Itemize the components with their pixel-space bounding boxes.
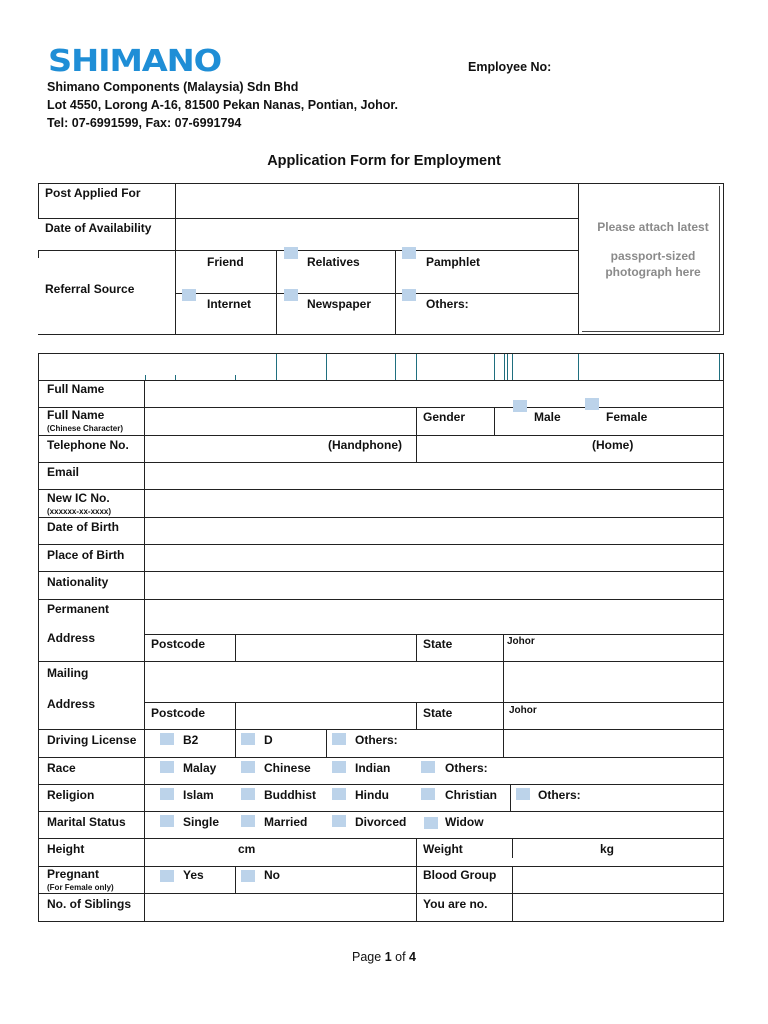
marital-single-label: Single	[183, 815, 220, 829]
referral-others-label: Others:	[426, 297, 469, 311]
marital-married-label: Married	[264, 815, 308, 829]
marital-divorced-label: Divorced	[355, 815, 407, 829]
pregnant-label: Pregnant	[47, 867, 100, 881]
state-value: Johor	[507, 636, 535, 647]
license-others-label: Others:	[355, 733, 398, 747]
full-name-label: Full Name	[47, 382, 105, 396]
permanent-label: Permanent	[47, 602, 110, 616]
race-others-label: Others:	[445, 761, 488, 775]
religion-hindu-checkbox[interactable]	[332, 788, 346, 800]
state-label: State	[423, 637, 453, 651]
religion-label: Religion	[47, 788, 95, 802]
religion-hindu-label: Hindu	[355, 788, 389, 802]
race-malay-checkbox[interactable]	[160, 761, 174, 773]
height-unit: cm	[238, 842, 256, 856]
employee-no-label: Employee No:	[468, 60, 552, 74]
license-d-checkbox[interactable]	[241, 733, 255, 745]
pregnant-no-label: No	[264, 868, 280, 882]
form-title: Application Form for Employment	[267, 153, 501, 169]
company-contact: Tel: 07-6991599, Fax: 07-6991794	[47, 116, 242, 130]
pregnant-no-checkbox[interactable]	[241, 870, 255, 882]
driving-license-label: Driving License	[47, 733, 137, 747]
license-d-label: D	[264, 733, 273, 747]
marital-divorced-checkbox[interactable]	[332, 815, 346, 827]
shimano-logo: SHIMANO	[48, 44, 222, 79]
mailing-postcode-label: Postcode	[151, 706, 206, 720]
marital-widow-checkbox[interactable]	[424, 817, 438, 829]
referral-others-checkbox[interactable]	[402, 289, 416, 301]
email-input[interactable]	[146, 464, 722, 488]
mailing-address-label: Address	[47, 697, 96, 711]
religion-islam-label: Islam	[183, 788, 214, 802]
religion-buddhist-checkbox[interactable]	[241, 788, 255, 800]
blood-group-label: Blood Group	[423, 868, 497, 882]
referral-pamphlet-label: Pamphlet	[426, 255, 481, 269]
nationality-input[interactable]	[146, 573, 722, 597]
mailing-address-input[interactable]	[146, 663, 502, 701]
gender-label: Gender	[423, 410, 466, 424]
race-chinese-checkbox[interactable]	[241, 761, 255, 773]
ic-format-note: (xxxxxx-xx-xxxx)	[47, 507, 112, 516]
dob-input[interactable]	[146, 519, 722, 543]
referral-pamphlet-checkbox[interactable]	[402, 247, 416, 259]
new-ic-input[interactable]	[146, 491, 722, 515]
referral-relatives-checkbox[interactable]	[284, 247, 298, 259]
full-name-cn-label: Full Name	[47, 408, 105, 422]
pregnant-yes-label: Yes	[183, 868, 204, 882]
weight-unit: kg	[600, 842, 615, 856]
pob-label: Place of Birth	[47, 548, 125, 562]
gender-male-label: Male	[534, 410, 561, 424]
race-indian-label: Indian	[355, 761, 391, 775]
company-address: Lot 4550, Lorong A-16, 81500 Pekan Nanas, Pontian, Johor.	[47, 98, 399, 112]
handphone-label: (Handphone)	[328, 438, 402, 452]
pob-input[interactable]	[146, 546, 722, 570]
date-availability-input[interactable]	[178, 221, 576, 248]
license-b2-label: B2	[183, 733, 199, 747]
religion-others-checkbox[interactable]	[516, 788, 530, 800]
race-others-checkbox[interactable]	[421, 761, 435, 773]
race-malay-label: Malay	[183, 761, 217, 775]
mailing-state-label: State	[423, 706, 453, 720]
permanent-address-input[interactable]	[146, 601, 722, 633]
photo-instruction-2: passport-sized	[610, 249, 696, 263]
nationality-label: Nationality	[47, 575, 109, 589]
religion-christian-label: Christian	[445, 788, 498, 802]
photo-instruction-1: Please attach latest	[597, 220, 709, 234]
home-phone-label: (Home)	[592, 438, 634, 452]
full-name-input[interactable]	[146, 382, 722, 406]
mailing-label: Mailing	[47, 666, 89, 680]
siblings-label: No. of Siblings	[47, 897, 131, 911]
religion-buddhist-label: Buddhist	[264, 788, 316, 802]
new-ic-label: New IC No.	[47, 491, 110, 505]
height-label: Height	[47, 842, 85, 856]
referral-internet-label: Internet	[207, 297, 252, 311]
religion-islam-checkbox[interactable]	[160, 788, 174, 800]
permanent-address-label: Address	[47, 631, 96, 645]
referral-relatives-label: Relatives	[307, 255, 360, 269]
full-name-cn-input[interactable]	[146, 409, 414, 433]
license-b2-checkbox[interactable]	[160, 733, 174, 745]
race-chinese-label: Chinese	[264, 761, 311, 775]
marital-status-label: Marital Status	[47, 815, 126, 829]
religion-christian-checkbox[interactable]	[421, 788, 435, 800]
marital-single-checkbox[interactable]	[160, 815, 174, 827]
post-applied-label: Post Applied For	[45, 186, 141, 200]
gender-female-label: Female	[606, 410, 648, 424]
mailing-state-value: Johor	[509, 705, 537, 716]
referral-friend-label: Friend	[207, 255, 244, 269]
you-are-no-label: You are no.	[423, 897, 488, 911]
page-indicator: Page 1 of 4	[352, 950, 416, 964]
religion-others-label: Others:	[538, 788, 581, 802]
referral-newspaper-label: Newspaper	[307, 297, 372, 311]
company-name: Shimano Components (Malaysia) Sdn Bhd	[47, 80, 299, 94]
race-label: Race	[47, 761, 76, 775]
pregnant-yes-checkbox[interactable]	[160, 870, 174, 882]
dob-label: Date of Birth	[47, 520, 119, 534]
referral-internet-checkbox[interactable]	[182, 289, 196, 301]
email-label: Email	[47, 465, 80, 479]
chinese-character-note: (Chinese Character)	[47, 424, 124, 433]
post-applied-input[interactable]	[178, 186, 576, 216]
marital-widow-label: Widow	[445, 815, 484, 829]
photo-instruction-3: photograph here	[605, 265, 701, 279]
weight-label: Weight	[423, 842, 463, 856]
referral-newspaper-checkbox[interactable]	[284, 289, 298, 301]
marital-married-checkbox[interactable]	[241, 815, 255, 827]
postcode-label: Postcode	[151, 637, 206, 651]
race-indian-checkbox[interactable]	[332, 761, 346, 773]
female-only-note: (For Female only)	[47, 883, 114, 892]
telephone-label: Telephone No.	[47, 438, 129, 452]
referral-source-label: Referral Source	[45, 282, 135, 296]
license-others-checkbox[interactable]	[332, 733, 346, 745]
date-availability-label: Date of Availability	[45, 221, 152, 235]
